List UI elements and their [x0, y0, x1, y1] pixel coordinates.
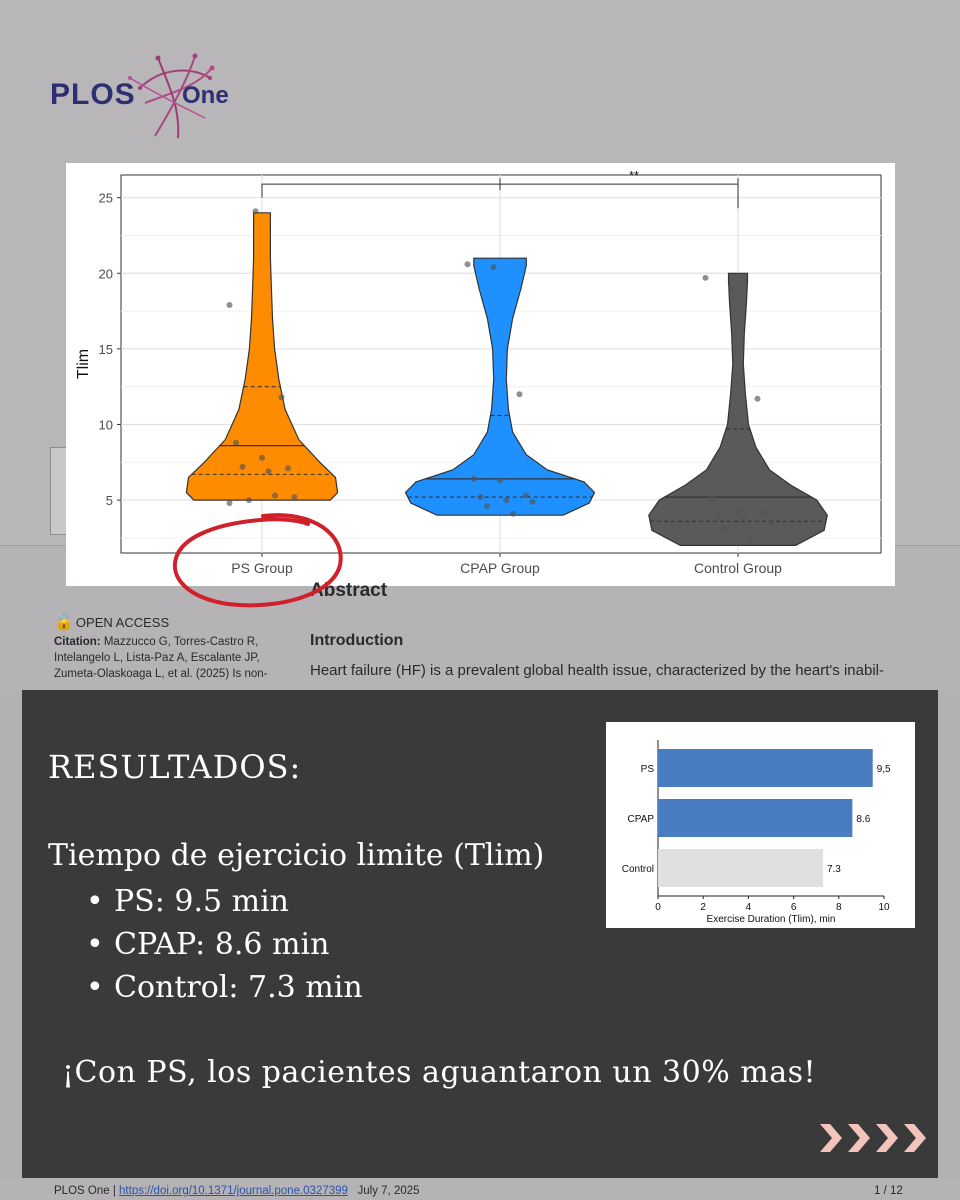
x-tick-label: PS Group	[231, 560, 293, 576]
significance-label: **	[628, 168, 640, 184]
x-tick-label: 6	[790, 902, 797, 913]
x-tick-label: 0	[655, 902, 661, 913]
x-tick-label: 4	[745, 902, 752, 913]
data-point	[233, 440, 239, 446]
footer-journal: PLOS One	[54, 1185, 110, 1197]
bar-value-label: 9,5	[876, 764, 891, 775]
y-axis-label: Tlim	[75, 348, 92, 380]
data-point	[246, 497, 252, 503]
y-tick-label: 20	[98, 266, 113, 282]
x-tick-label: 8	[836, 902, 842, 913]
bar-category-label: Control	[621, 864, 654, 875]
data-point	[285, 465, 291, 471]
page-number: 1 / 12	[874, 1185, 903, 1197]
data-point	[484, 503, 490, 509]
open-access-label	[54, 612, 169, 632]
x-axis-label: Exercise Duration (Tlim), min	[706, 914, 836, 925]
bar-chart-card	[606, 722, 915, 928]
data-point	[517, 391, 523, 397]
chevron-right-icon	[820, 1124, 842, 1152]
data-point	[491, 264, 497, 270]
open-lock-icon: 🔓	[54, 614, 74, 631]
data-point	[742, 515, 748, 521]
results-list	[86, 880, 363, 1009]
bar-category-label: CPAP	[627, 814, 654, 825]
results-claim: ¡Con PS, los pacientes aguantaron un 30% mas!	[62, 1055, 817, 1090]
plos-one-logo	[50, 48, 250, 143]
page-footer	[54, 1185, 420, 1197]
data-point	[748, 536, 754, 542]
x-tick-label: 10	[878, 902, 890, 913]
bar-chart	[606, 722, 915, 928]
doi-link[interactable]: https://doi.org/10.1371/journal.pone.0327399	[119, 1185, 348, 1197]
y-tick-label: 25	[98, 190, 113, 206]
y-tick-label: 5	[105, 493, 113, 509]
introduction-text: Heart failure (HF) is a prevalent global health issue, characterized by the heart's inabil-	[310, 662, 884, 679]
annotation-circle	[168, 510, 348, 610]
result-item-control: • Control: 7.3 min	[86, 966, 363, 1009]
data-point	[266, 468, 272, 474]
data-point	[761, 509, 767, 515]
data-point	[703, 275, 709, 281]
logo-suffix: One	[182, 82, 229, 109]
data-point	[227, 302, 233, 308]
data-point	[716, 512, 722, 518]
citation-line: Zumeta-Olaskoaga L, et al. (2025) Is non-	[54, 668, 268, 680]
data-point	[227, 500, 233, 506]
footer-date: July 7, 2025	[357, 1185, 420, 1197]
data-point	[465, 261, 471, 267]
footer-separator: |	[112, 1185, 116, 1197]
data-point	[292, 494, 298, 500]
data-point	[497, 477, 503, 483]
data-point	[735, 508, 741, 514]
bar-ps	[658, 749, 873, 787]
data-point	[729, 285, 735, 291]
y-tick-label: 10	[98, 417, 113, 433]
data-point	[510, 511, 516, 517]
bar-cpap	[658, 799, 852, 837]
chevron-right-icon	[876, 1124, 898, 1152]
citation-block	[54, 634, 286, 682]
results-title: RESULTADOS:	[48, 748, 302, 786]
chevrons-right-icon[interactable]	[816, 1118, 940, 1158]
citation-label: Citation:	[54, 636, 101, 648]
x-tick-label: CPAP Group	[460, 560, 540, 576]
data-point	[279, 394, 285, 400]
x-tick-label: Control Group	[694, 560, 782, 576]
data-point	[240, 464, 246, 470]
data-point	[471, 476, 477, 482]
data-point	[709, 496, 715, 502]
bar-control	[658, 849, 823, 887]
bar-value-label: 8.6	[856, 814, 871, 825]
data-point	[504, 497, 510, 503]
bar-value-label: 7.3	[826, 864, 841, 875]
introduction-heading: Introduction	[310, 632, 404, 649]
logo-wordmark: PLOS	[50, 78, 136, 111]
result-item-cpap: • CPAP: 8.6 min	[86, 923, 363, 966]
data-point	[253, 208, 259, 214]
data-point	[272, 493, 278, 499]
bar-category-label: PS	[640, 764, 654, 775]
y-tick-label: 15	[98, 341, 113, 357]
citation-line: Intelangelo L, Lista-Paz A, Escalante JP,	[54, 652, 260, 664]
data-point	[259, 455, 265, 461]
data-point	[530, 499, 536, 505]
x-tick-label: 2	[700, 902, 706, 913]
data-point	[768, 521, 774, 527]
data-point	[478, 494, 484, 500]
data-point	[722, 526, 728, 532]
data-point	[755, 396, 761, 402]
chevron-right-icon	[848, 1124, 870, 1152]
open-access-text: OPEN ACCESS	[75, 615, 170, 630]
citation-line: Mazzucco G, Torres-Castro R,	[103, 636, 259, 648]
result-item-ps: • PS: 9.5 min	[86, 880, 363, 923]
data-point	[523, 493, 529, 499]
abstract-heading: Abstract	[310, 580, 388, 601]
results-subtitle: Tiempo de ejercicio limite (Tlim)	[48, 838, 545, 873]
chevron-right-icon	[904, 1124, 926, 1152]
